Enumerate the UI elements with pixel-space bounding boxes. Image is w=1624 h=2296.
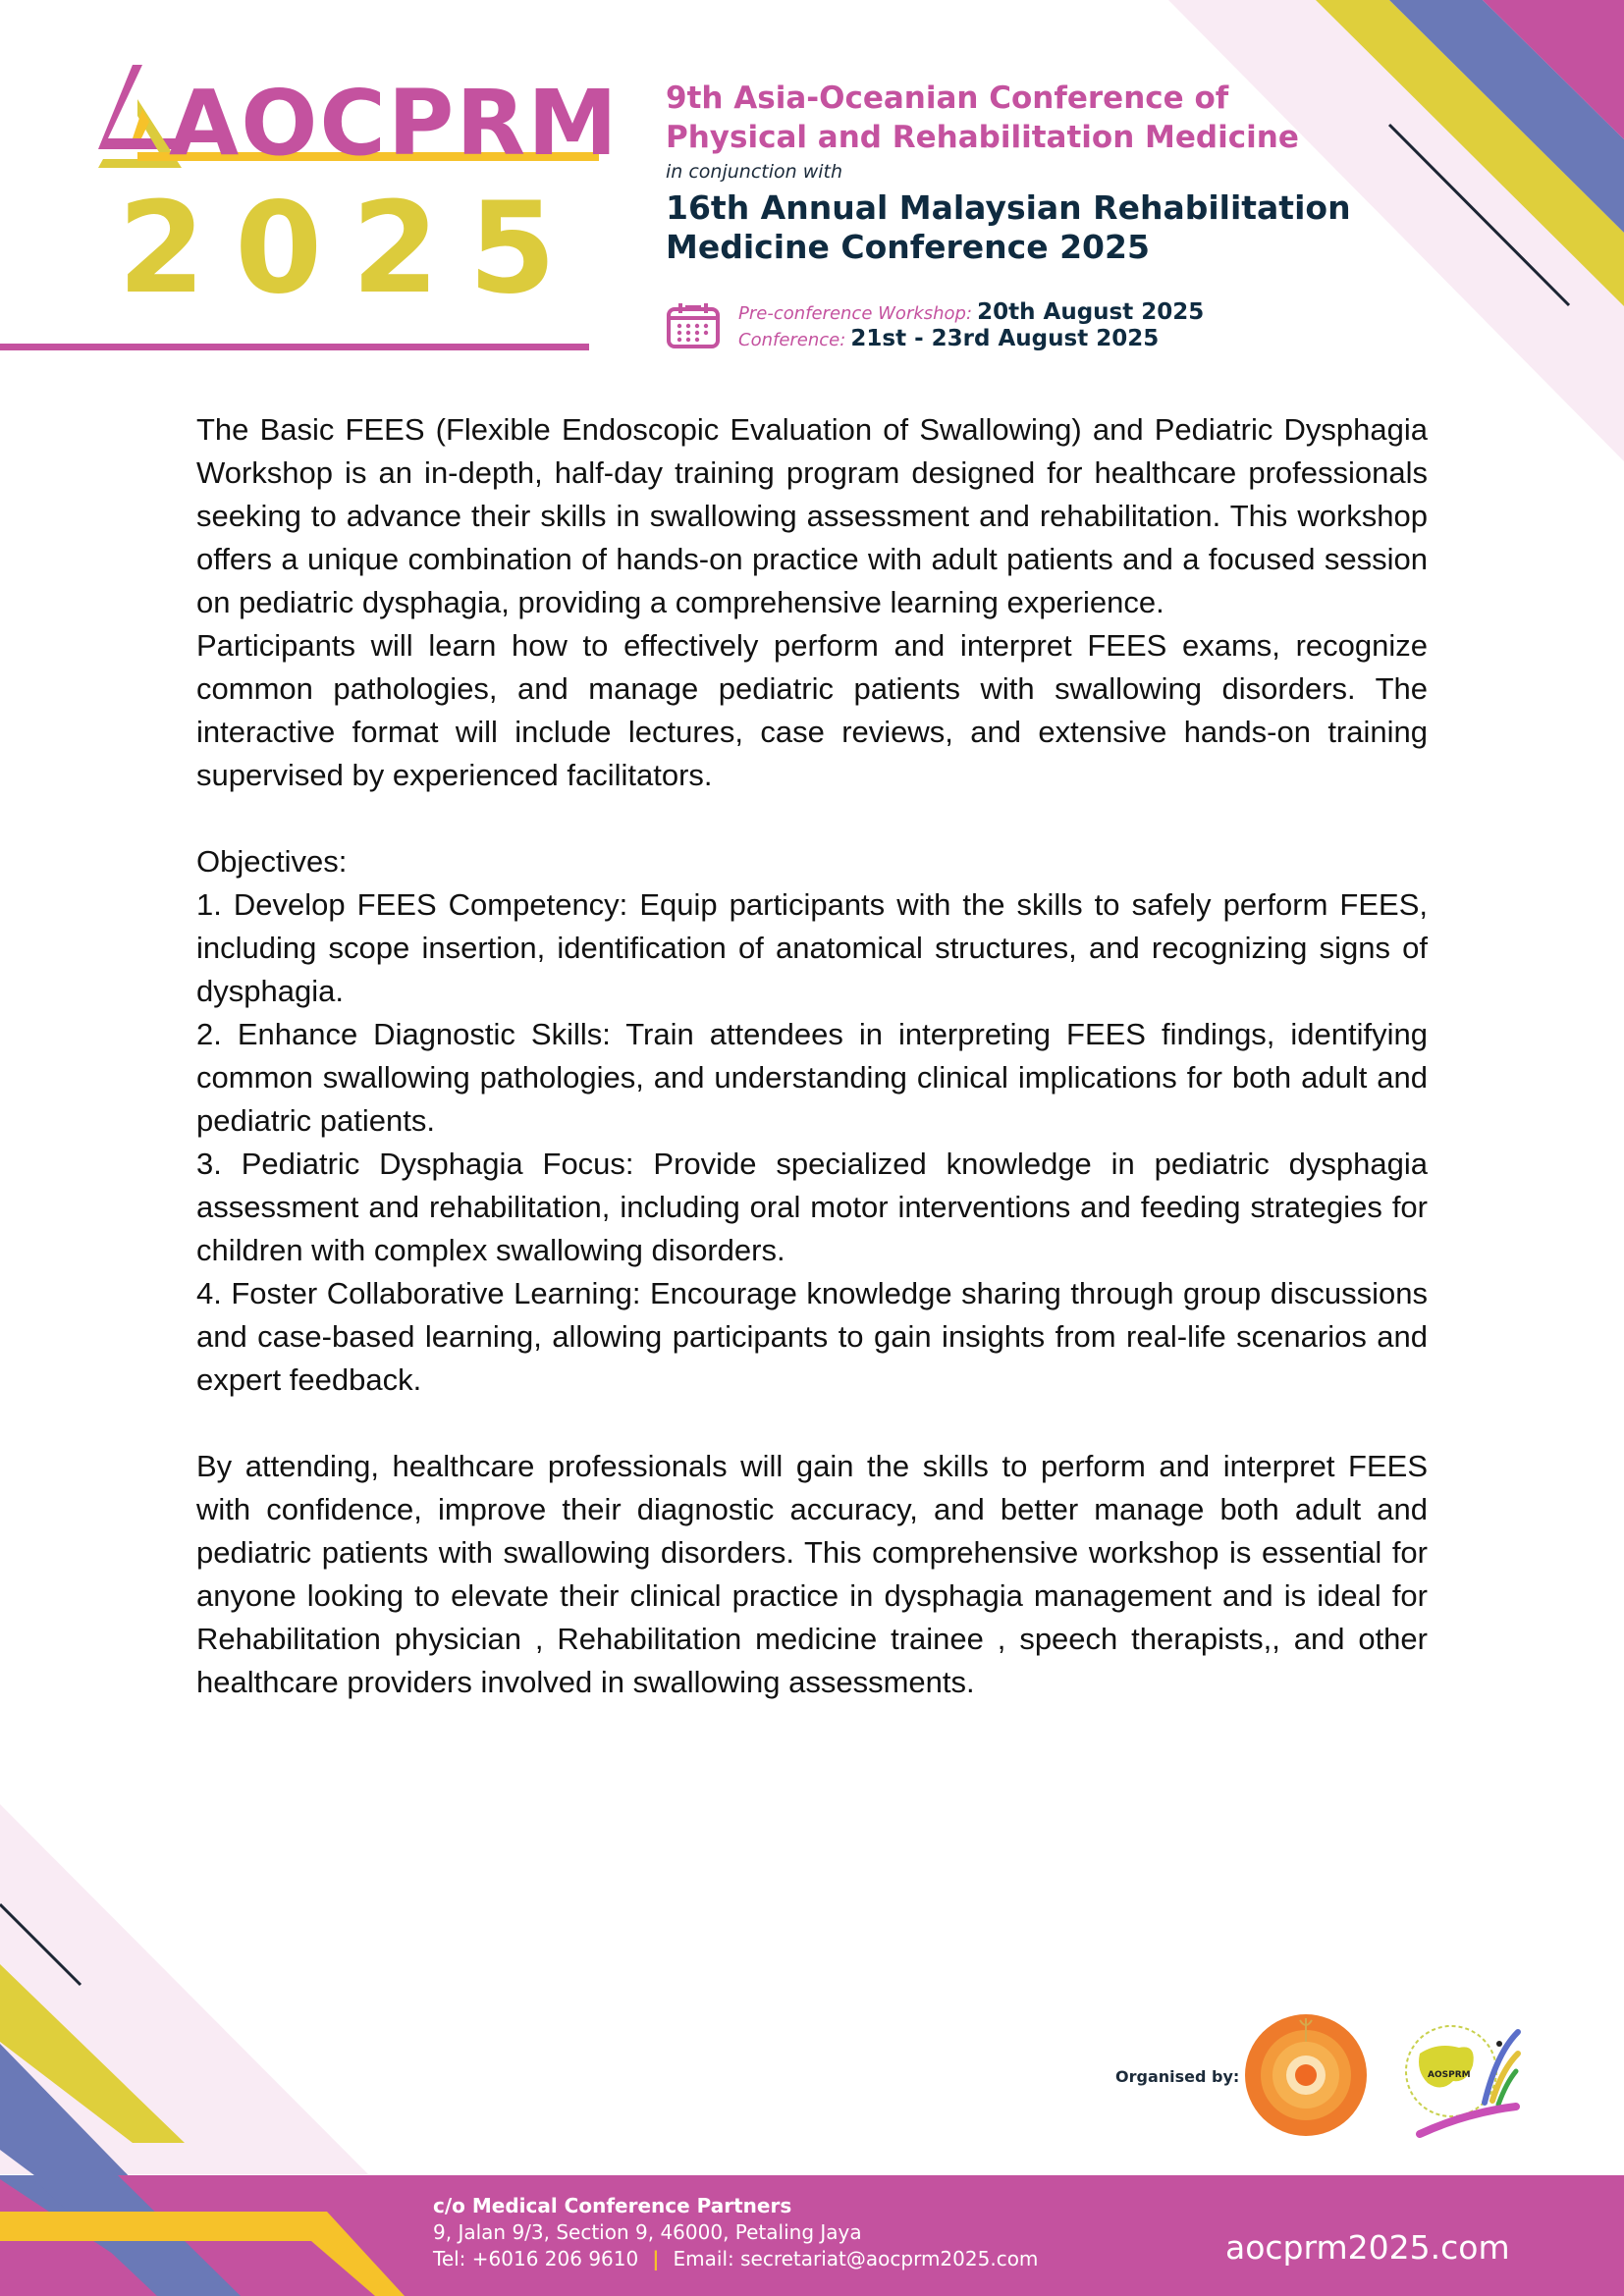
main-title-line-1: 9th Asia-Oceanian Conference of [666,80,1229,116]
footer-organisation: c/o Medical Conference Partners [433,2194,792,2217]
objective-item: 2. Enhance Diagnostic Skills: Train attendees in interpreting FEES findings, identifying common swallowing pathologies, and understanding clinical implications for both adult and pediatric patients. [196,1017,1428,1138]
secondary-title-line-2: Medicine Conference 2025 [666,228,1150,266]
pre-conference-date [738,299,1204,325]
footer-address: 9, Jalan 9/3, Section 9, 46000, Petaling Jaya [433,2220,862,2244]
objective-item: 3. Pediatric Dysphagia Focus: Provide specialized knowledge in pediatric dysphagia assessment and rehabilitation, including oral motor interventions and feeding strategies for children with complex swallowing disorders. [196,1147,1428,1267]
main-title-line-2: Physical and Rehabilitation Medicine [666,120,1299,155]
objectives-heading: Objectives: [196,844,348,879]
conference-date [738,326,1159,351]
closing-paragraph: By attending, healthcare professionals will gain the skills to perform and interpret FEES with confidence, improve their diagnostic accuracy, and better manage both adult and pediatric patients with swallowing disorders. This comprehensive workshop is essential for anyone looking to elevate their clinical practice in dysphagia management and is ideal for Rehabilitation physician , Rehabilitation medicine trainee , speech therapists,, and other healthcare providers involved in swallowing assessments. [196,1449,1428,1699]
intro-paragraph: The Basic FEES (Flexible Endoscopic Evaluation of Swallowing) and Pediatric Dysphagia Workshop is an in-depth, half-day training program designed for healthcare professionals seeking to advance their skills in swallowing assessment and rehabilitation. This workshop offers a unique combination of hands-on practice with adult patients and a focused session on pediatric dysphagia, providing a comprehensive learning experience. [196,412,1428,619]
footer-separator: | [652,2247,660,2270]
footer-contact [433,2193,1038,2272]
aosprm-logo [1398,2014,1526,2142]
footer-phone[interactable]: Tel: +6016 206 9610 [433,2247,639,2270]
logo-year: 2025 [118,176,586,322]
calendar-icon [666,301,721,350]
objective-item: 1. Develop FEES Competency: Equip participants with the skills to safely perform FEES, including scope insertion, identification of anatomical structures, and recognizing signs of dysphagia. [196,887,1428,1008]
header-divider [0,344,589,350]
date-label: Pre-conference Workshop: [738,303,973,324]
objective-item: 4. Foster Collaborative Learning: Encourage knowledge sharing through group discussions and case-based learning, allowing participants to gain insights from real-life scenarios and expert feedback. [196,1276,1428,1397]
workshop-description [196,408,1428,1704]
aocprm-logo [98,59,620,322]
conjunction-text: in conjunction with [666,161,843,183]
organised-by-label: Organised by: [1115,2067,1240,2086]
date-value: 20th August 2025 [977,299,1205,325]
logo-acronym: AOCPRM [169,71,620,176]
conference-titles [666,79,1412,267]
website-link[interactable]: aocprm2025.com [1225,2228,1510,2267]
footer-email[interactable]: Email: secretariat@aocprm2025.com [673,2247,1039,2270]
aosprm-logo-text: AOSPRM [1428,2070,1471,2080]
date-value: 21st - 23rd August 2025 [850,326,1160,351]
secondary-title-line-1: 16th Annual Malaysian Rehabilitation [666,188,1351,227]
marp-logo [1243,2012,1369,2138]
participants-paragraph: Participants will learn how to effectively perform and interpret FEES exams, recognize common pathologies, and manage pediatric patients with swallowing disorders. The interactive format will include lectures, case reviews, and extensive hands-on training supervised by experienced facilitators. [196,628,1428,792]
date-label: Conference: [738,330,846,350]
